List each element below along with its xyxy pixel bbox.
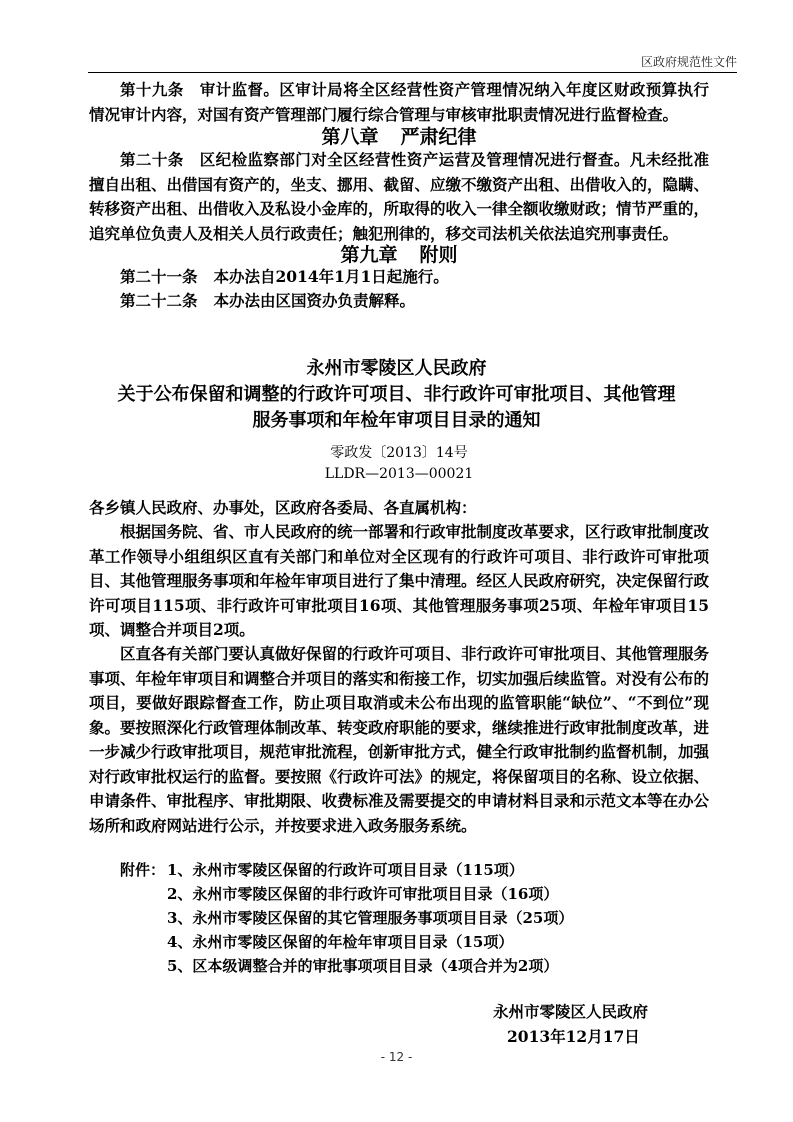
article-20	[89, 148, 709, 246]
chapter-9-heading	[89, 240, 709, 267]
attachment-item: 5、区本级调整合并的审批事项项目目录（4项合并为2项）	[167, 957, 559, 975]
article-21-text: 本办法自2014年1月1日起施行。	[213, 267, 449, 286]
article-20-title: 第二十条	[120, 150, 184, 169]
header-label: 区政府规范性文件	[640, 55, 737, 69]
attachment-item: 2、永州市零陵区保留的非行政许可审批项目目录（16项）	[167, 885, 559, 903]
article-22	[89, 289, 709, 314]
notice-title-line-1: 永州市零陵区人民政府	[306, 358, 487, 379]
article-21-title: 第二十一条	[120, 267, 198, 286]
registration-number: LLDR—2013—00021	[324, 466, 474, 482]
attachment-item: 3、永州市零陵区保留的其它管理服务事项项目目录（25项）	[167, 909, 574, 927]
chapter-8-heading	[89, 122, 709, 149]
chapter-9-number: 第九章	[340, 244, 398, 266]
signature-organization: 永州市零陵区人民政府	[493, 1002, 649, 1021]
article-20-text: 区纪检监察部门对全区经营性资产运营及管理情况进行督查。凡未经批准擅自出租、出借国有资产的，坐支、挪用、截留、应缴不缴资产出租、出借收入的，隐瞒、转移资产出租、出借收入及私设小金库的，所取得的收入一律全额收缴财政；情节严重的，追究单位负责人及相关人员行政责任；触犯刑律的，移交司法机关依法追究刑事责任。	[89, 150, 710, 243]
signature-date: 2013年12月17日	[507, 1027, 640, 1046]
attachment-item: 1、永州市零陵区保留的行政许可项目目录（115项）	[167, 861, 524, 879]
article-29	[89, 78, 709, 127]
chapter-8-number: 第八章	[321, 126, 379, 148]
article-21	[89, 265, 709, 290]
article-22-title: 第二十二条	[120, 291, 198, 310]
document-number: 零政发〔2013〕14号	[330, 445, 468, 461]
attachment-item: 4、永州市零陵区保留的年检年审项目目录（15项）	[167, 933, 514, 951]
notice-paragraph-2: 区直各有关部门要认真做好保留的行政许可项目、非行政许可审批项目、其他管理服务事项、年检年审项目和调整合并项目的落实和衔接工作，切实加强后续监管。对没有公布的项目，要做好跟踪督查工作，防止项目取消或未公布出现的监管职能“缺位”、“不到位”现象。要按照深化行政管理体制改革、转变政府职能的要求，继续推进行政审批制度改革，进一步减少行政审批项目，规范审批流程，创新审批方式，健全行政审批制约监督机制，加强对行政审批权运行的监督。要按照《行政许可法》的规定，将保留项目的名称、设立依据、申请条件、审批程序、审批期限、收费标准及需要提交的申请材料目录和示范文本等在办公场所和政府网站进行公示，并按要求进入政务服务系统。	[89, 644, 710, 835]
attachments-label: 附件：	[120, 861, 166, 879]
notice-paragraph-1: 根据国务院、省、市人民政府的统一部署和行政审批制度改革要求，区行政审批制度改革工作领导小组组织区直有关部门和单位对全区现有的行政许可项目、非行政许可审批项目、其他管理服务事项和年检年审项目进行了集中清理。经区人民政府研究，决定保留行政许可项目115项、非行政许可审批项目16项、其他管理服务事项25项、年检年审项目15项、调整合并项目2项。	[89, 522, 710, 639]
salutation: 各乡镇人民政府、办事处，区政府各委局、各直属机构：	[89, 498, 477, 517]
header-rule	[88, 72, 737, 73]
chapter-8-name: 严肃纪律	[400, 126, 477, 148]
chapter-9-name: 附则	[419, 244, 458, 266]
notice-title-line-2: 关于公布保留和调整的行政许可项目、非行政许可审批项目、其他管理	[117, 384, 676, 405]
article-22-text: 本办法由区国资办负责解释。	[213, 291, 416, 310]
page-number: - 12 -	[380, 1050, 413, 1064]
article-29-text: 审计监督。区审计局将全区经营性资产管理情况纳入年度区财政预算执行情况审计内容，对国有资产管理部门履行综合管理与审核审批职责情况进行监督检查。	[89, 80, 709, 124]
notice-title-line-3: 服务事项和年检年审项目目录的通知	[252, 410, 541, 431]
article-29-title: 第十九条	[120, 80, 184, 99]
